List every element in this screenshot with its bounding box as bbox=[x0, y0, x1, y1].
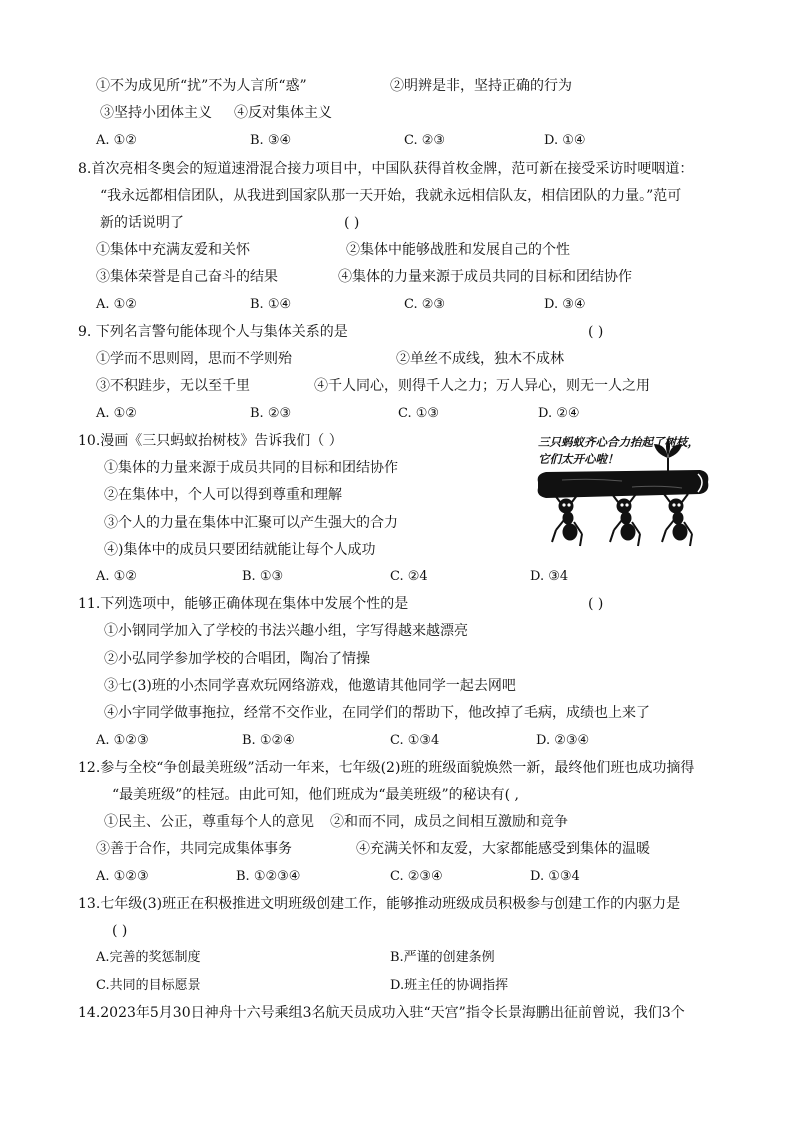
q8-stem-line3: 新的话说明了 bbox=[100, 215, 184, 231]
q11-option-1: ①小钢同学加入了学校的书法兴趣小组，字写得越来越漂亮 bbox=[104, 623, 468, 639]
q9-choice-b: B. ②③ bbox=[250, 406, 292, 421]
q12-stem-line2: “最美班级”的桂冠。由此可知，他们班成为“最美班级”的秘诀有( , bbox=[112, 787, 519, 803]
q8-choice-c: C. ②③ bbox=[404, 297, 446, 312]
q8-option-3: ③集体荣誉是自己奋斗的结果 bbox=[96, 269, 278, 285]
q9-answer-paren: ( ) bbox=[588, 324, 604, 340]
q12-option-4: ④充满关怀和友爱，大家都能感受到集体的温暖 bbox=[356, 841, 650, 857]
q13-choice-d: D.班主任的协调指挥 bbox=[390, 978, 509, 993]
q12-choice-d: D. ①③4 bbox=[530, 869, 580, 884]
q13-choice-b: B.严谨的创建条例 bbox=[390, 950, 495, 965]
q12-stem-line1: 12.参与全校“争创最美班级”活动一年来，七年级(2)班的班级面貌焕然一新，最终他们班也成功摘得 bbox=[78, 760, 695, 776]
q11-option-3: ③七(3)班的小杰同学喜欢玩网络游戏，他邀请其他同学一起去网吧 bbox=[104, 678, 516, 694]
q10-choice-c: C. ②4 bbox=[390, 569, 428, 584]
q10-option-1: ①集体的力量来源于成员共同的目标和团结协作 bbox=[104, 460, 398, 476]
q13-choice-c: C.共同的目标愿景 bbox=[96, 978, 201, 993]
q12-option-1: ①民主、公正，尊重每个人的意见 bbox=[104, 814, 314, 830]
q8-option-4: ④集体的力量来源于成员共同的目标和团结协作 bbox=[338, 269, 632, 285]
q12-choice-b: B. ①②③④ bbox=[236, 869, 301, 884]
q9-option-4: ④千人同心，则得千人之力；万人异心，则无一人之用 bbox=[314, 378, 650, 394]
q11-choice-d: D. ②③④ bbox=[536, 733, 590, 748]
q12-option-3: ③善于合作，共同完成集体事务 bbox=[96, 841, 292, 857]
q12-choice-a: A. ①②③ bbox=[96, 869, 149, 884]
q10-choice-b: B. ①③ bbox=[242, 569, 284, 584]
q8-choice-d: D. ③④ bbox=[544, 297, 586, 312]
q7-option-1: ①不为成见所“扰”不为人言所“惑” bbox=[96, 78, 307, 94]
q14-stem: 14.2023年5月30日神舟十六号乘组3名航天员成功入驻“天宫”指令长景海鹏出征前曾说，我们3个 bbox=[78, 1005, 685, 1021]
q11-choice-c: C. ①③4 bbox=[390, 733, 440, 748]
q7-choice-b: B. ③④ bbox=[250, 133, 292, 148]
q11-option-2: ②小弘同学参加学校的合唱团，陶冶了情操 bbox=[104, 651, 370, 667]
cartoon-caption-line2: 它们太开心啦！ bbox=[538, 452, 619, 466]
q7-option-4: ④反对集体主义 bbox=[234, 105, 332, 121]
q8-choice-a: A. ①② bbox=[96, 297, 137, 312]
q12-option-2: ②和而不同，成员之间相互激励和竞争 bbox=[330, 814, 568, 830]
q9-option-3: ③不积跬步，无以至千里 bbox=[96, 378, 250, 394]
q11-stem: 11.下列选项中，能够正确体现在集体中发展个性的是 bbox=[78, 596, 409, 612]
q9-option-2: ②单丝不成线，独木不成林 bbox=[396, 351, 564, 367]
q9-option-1: ①学而不思则罔，思而不学则殆 bbox=[96, 351, 292, 367]
q8-option-1: ①集体中充满友爱和关怀 bbox=[96, 242, 250, 258]
q8-stem-line2: “我永远都相信团队，从我进到国家队那一天开始，我就永远相信队友，相信团队的力量。”范可 bbox=[100, 188, 682, 204]
q11-choice-a: A. ①②③ bbox=[96, 733, 149, 748]
q7-choice-c: C. ②③ bbox=[404, 133, 446, 148]
q11-option-4: ④小宇同学做事拖拉，经常不交作业，在同学们的帮助下，他改掉了毛病，成绩也上来了 bbox=[104, 705, 650, 721]
q9-stem: 9. 下列名言警句能体现个人与集体关系的是 bbox=[78, 324, 348, 340]
q10-stem: 10.漫画《三只蚂蚁抬树枝》告诉我们（ ） bbox=[78, 433, 343, 449]
q10-option-2: ②在集体中，个人可以得到尊重和理解 bbox=[104, 487, 342, 503]
q11-answer-paren: ( ) bbox=[588, 596, 604, 612]
q8-choice-b: B. ①④ bbox=[250, 297, 292, 312]
q9-choice-d: D. ②④ bbox=[538, 406, 580, 421]
q7-choice-a: A. ①② bbox=[96, 133, 137, 148]
cartoon-caption-line1: 三只蚂蚁齐心合力抬起了树枝， bbox=[538, 435, 699, 449]
q13-stem: 13.七年级(3)班正在积极推进文明班级创建工作，能够推动班级成员积极参与创建工作的内驱力是 bbox=[78, 896, 681, 912]
q13-answer-paren: ( ) bbox=[112, 923, 128, 939]
q11-choice-b: B. ①②④ bbox=[242, 733, 295, 748]
q8-answer-paren: ( ) bbox=[344, 215, 360, 231]
q13-choice-a: A.完善的奖惩制度 bbox=[96, 950, 201, 965]
q12-choice-c: C. ②③④ bbox=[390, 869, 443, 884]
q8-option-2: ②集体中能够战胜和发展自己的个性 bbox=[346, 242, 570, 258]
q9-choice-c: C. ①③ bbox=[398, 406, 440, 421]
q10-option-4: ④)集体中的成员只要团结就能让每个人成功 bbox=[104, 542, 376, 558]
q10-option-3: ③个人的力量在集体中汇聚可以产生强大的合力 bbox=[104, 515, 398, 531]
q7-option-2: ②明辨是非，坚持正确的行为 bbox=[390, 78, 572, 94]
q7-choice-d: D. ①④ bbox=[544, 133, 586, 148]
q9-choice-a: A. ①② bbox=[96, 406, 137, 421]
q8-stem-line1: 8.首次亮相冬奥会的短道速滑混合接力项目中，中国队获得首枚金牌，范可新在接受采访时哽咽道： bbox=[78, 161, 694, 177]
q10-choice-d: D. ③4 bbox=[530, 569, 569, 584]
q7-option-3: ③坚持小团体主义 bbox=[100, 105, 212, 121]
q10-choice-a: A. ①② bbox=[96, 569, 137, 584]
cartoon-caption bbox=[538, 434, 699, 468]
